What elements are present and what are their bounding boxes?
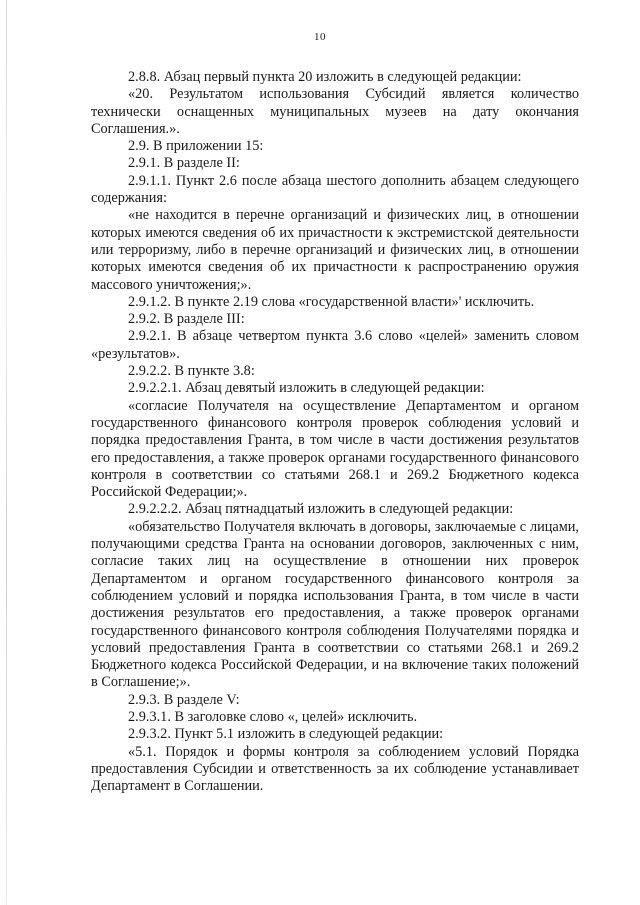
paragraph-2-8-8: 2.8.8. Абзац первый пункта 20 изложить в следующей редакции: [128,69,522,85]
paragraph-2-9-3-2: 2.9.3.2. Пункт 5.1 изложить в следующей редакции: [128,726,444,743]
paragraph-consent-text: «согласие Получателя на осуществление Департаментом и органом государственного финансового контроля проверок соблюдения условий и порядка предоставления Гранта, в том числе в части достижения результатов его предоставления, а также проверок органами государственного финансового контроля в соответствии со статьями 268.1 и 269.2 Бюджетного кодекса Российской Федерации;». [91,397,579,501]
paragraph-obligation-text: «обязательство Получателя включать в договоры, заключаемые с лицами, получающими средства Гранта на основании договоров, заключенных с ним, согласие таких лиц на осуществление в отношении них проверок Департаментом и органом государственного финансового контроля за соблюдением условий и порядка использования Гранта, в том числе в части достижения результатов его предоставления, а также проверок органами государственного финансового контроля соблюдения Получателями порядка и условий предоставления Гранта в соответствии со статьями 268.1 и 269.2 Бюджетного кодекса Российской Федерации, и на включение таких положений в Соглашение;». [91,518,579,691]
paragraph-2-9-2: 2.9.2. В разделе III: [128,311,245,328]
paragraph-2-9-2-1: 2.9.2.1. В абзаце четвертом пункта 3.6 слово «целей» заменить словом «результатов». [91,328,579,362]
paragraph-2-9-2-2-1: 2.9.2.2.1. Абзац девятый изложить в следующей редакции: [128,380,485,397]
paragraph-2-9-2-2: 2.9.2.2. В пункте 3.8: [128,363,255,380]
paragraph-2-9-3-1: 2.9.3.1. В заголовке слово «, целей» исключить. [128,708,418,725]
paragraph-2-9-3: 2.9.3. В разделе V: [128,691,240,708]
page-number: 10 [314,31,326,43]
paragraph-2-9-1-1: 2.9.1.1. Пункт 2.6 после абзаца шестого дополнить абзацем следующего содержания: [91,172,579,207]
paragraph-2-9-2-2-2: 2.9.2.2.2. Абзац пятнадцатый изложить в следующей редакции: [128,501,514,518]
paragraph-point-5-1-text: «5.1. Порядок и формы контроля за соблюдением условий Порядка предоставления Субсидии и ответственность за их соблюдение устанавливает Департамент в Соглашении. [91,743,579,795]
paragraph-2-9-1: 2.9.1. В разделе II: [128,155,240,172]
paragraph-point-20-text: «20. Результатом использования Субсидий является количество технически оснащенных муниципальных музеев на дату окончания Соглашения.». [91,86,579,137]
paragraph-2-9: 2.9. В приложении 15: [128,138,264,155]
document-body [91,69,579,795]
paragraph-2-9-1-2: 2.9.1.2. В пункте 2.19 слова «государственной власти»' исключить. [128,293,535,310]
scan-edge-line [6,0,7,905]
paragraph-list-exclusion-text: «не находится в перечне организаций и физических лиц, в отношении которых имеются сведения об их причастности к экстремистской деятельности или терроризму, либо в перечне организаций и физических лиц, в отношении которых имеются сведения об их причастности к распространению оружия массового уничтожения;». [91,207,579,293]
